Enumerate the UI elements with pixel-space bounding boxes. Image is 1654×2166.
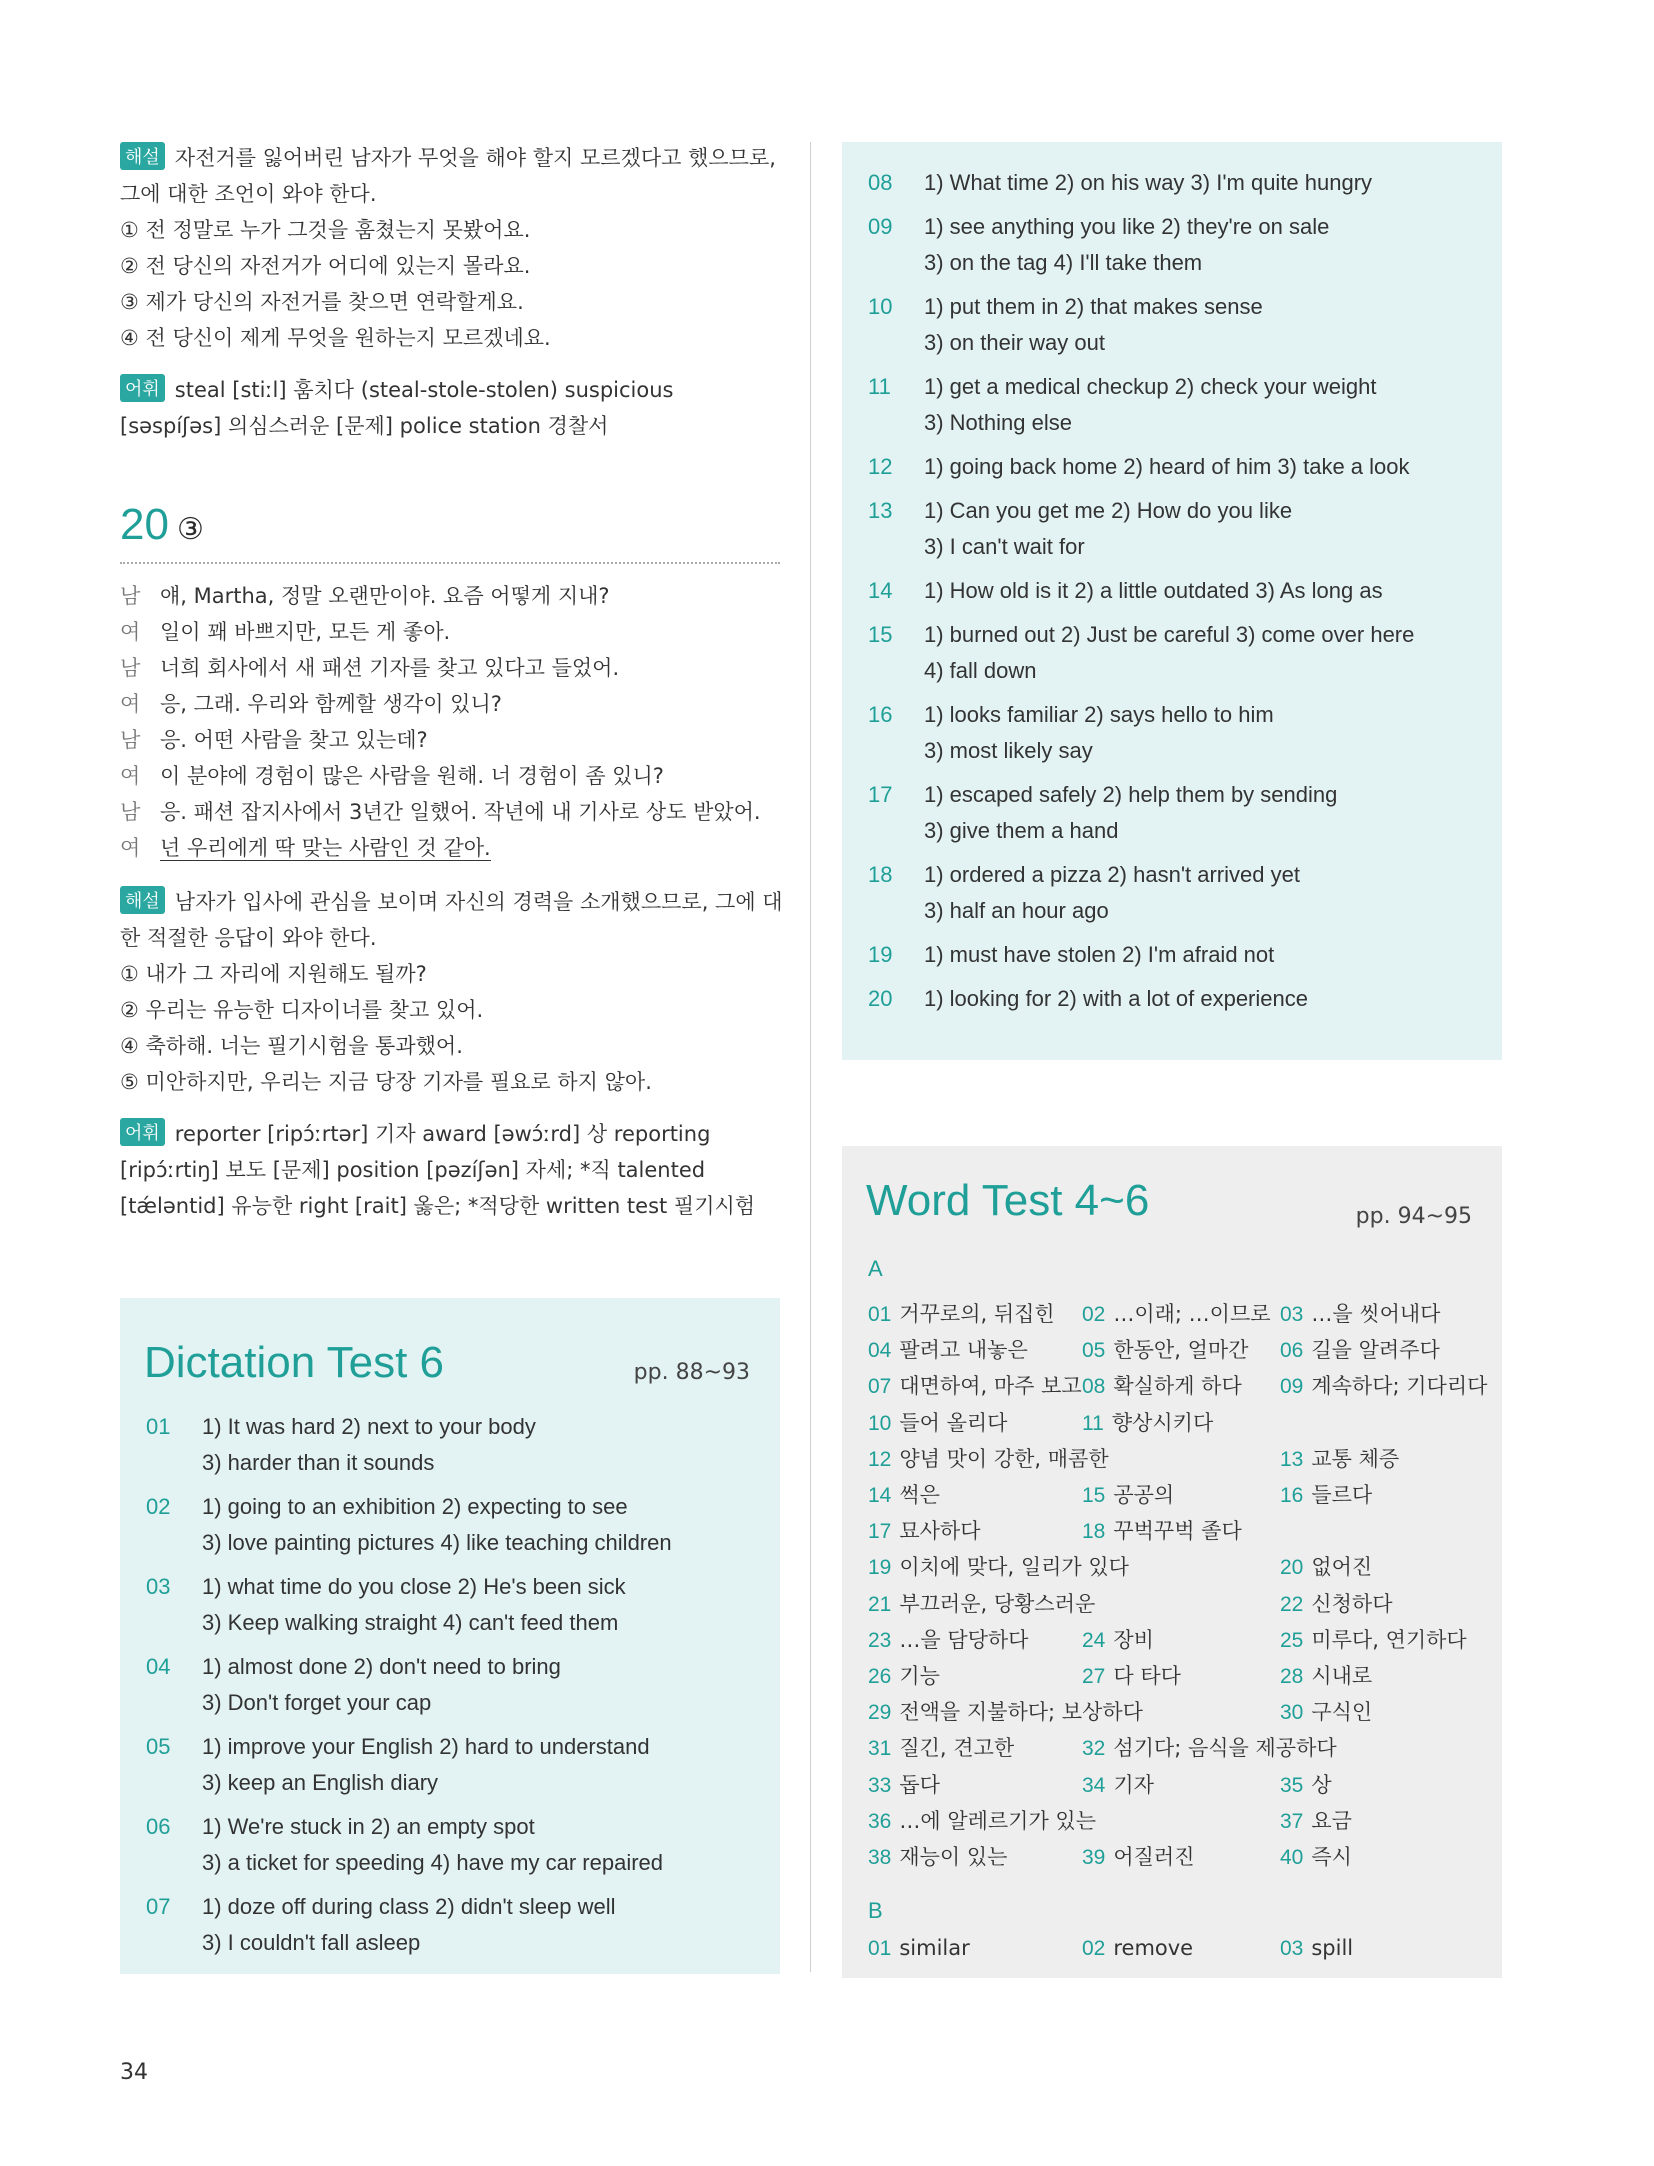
dialogue-text: 얘, Martha, 정말 오랜만이야. 요즘 어떻게 지내? [160, 584, 610, 608]
word-test-item [1280, 1551, 1372, 1581]
dialogue-text: 넌 우리에게 딱 맞는 사람인 것 같아. [160, 836, 491, 860]
word-test-item [868, 1936, 970, 1961]
speaker-label: 여 [120, 620, 141, 644]
text-line [120, 374, 780, 404]
word-number: 25 [1280, 1628, 1304, 1652]
word-meaning: 없어진 [1311, 1555, 1373, 1580]
item-number: 18 [868, 862, 893, 887]
word-meaning: 묘사하다 [899, 1519, 981, 1544]
item-text: 1) must have stolen 2) I'm afraid not [924, 942, 1275, 967]
item-text: 3) most likely say [924, 738, 1093, 763]
item-text: 3) on the tag 4) I'll take them [924, 250, 1203, 275]
word-number: 12 [868, 1447, 892, 1471]
item-number: 10 [868, 294, 893, 319]
word-test-item [868, 1696, 1143, 1726]
page-number: 34 [120, 2060, 148, 2085]
word-test-item [1280, 1660, 1372, 1690]
item-text: 1) see anything you like 2) they're on sale [924, 214, 1330, 239]
item-text: 3) harder than it sounds [202, 1450, 435, 1475]
item-text: 3) I can't wait for [924, 534, 1085, 559]
word-number: 27 [1082, 1665, 1106, 1688]
word-number: 03 [1280, 1937, 1304, 1960]
word-number: 17 [868, 1520, 892, 1544]
speaker-label: 여 [120, 764, 141, 788]
word-meaning: 들어 올리다 [899, 1410, 1008, 1435]
text-line [120, 1066, 780, 1096]
text-line [120, 142, 780, 172]
word-meaning: 구식인 [1311, 1700, 1373, 1725]
item-text: 1) ordered a pizza 2) hasn't arrived yet [924, 862, 1300, 887]
word-test-item [1280, 1624, 1467, 1654]
line-text: 자전거를 잃어버린 남자가 무엇을 해야 할지 모르겠다고 했으므로, [174, 146, 776, 170]
word-test-item [1280, 1696, 1372, 1726]
line-text: reporter [ripɔ́ːrtər] 기자 award [əwɔ́ːrd] 상 reporting [174, 1122, 711, 1146]
line-text: ② 전 당신의 자전거가 어디에 있는지 몰라요. [120, 254, 531, 278]
dialogue-text: 너희 회사에서 새 패션 기자를 찾고 있다고 들었어. [160, 656, 620, 680]
section-tag: 어휘 [120, 1118, 165, 1146]
word-number: 24 [1082, 1628, 1106, 1652]
item-number: 06 [146, 1814, 171, 1839]
word-test-item [868, 1515, 981, 1545]
word-meaning: 어질러진 [1113, 1845, 1195, 1869]
word-test-item [1082, 1334, 1248, 1364]
item-number: 04 [146, 1654, 171, 1679]
item-text: 3) Nothing else [924, 410, 1072, 435]
item-text: 3) I couldn't fall asleep [202, 1930, 421, 1955]
word-meaning: 미루다, 연기하다 [1311, 1627, 1467, 1652]
item-text: 1) Can you get me 2) How do you like [924, 498, 1293, 523]
word-meaning: 들르다 [1311, 1483, 1373, 1507]
word-test-item [1280, 1805, 1352, 1835]
word-test-item [868, 1407, 1007, 1437]
word-number: 32 [1082, 1737, 1106, 1761]
item-text: 1) what time do you close 2) He's been sick [202, 1574, 626, 1599]
speaker-label: 남 [120, 800, 141, 824]
word-number: 26 [868, 1665, 892, 1688]
text-line [120, 178, 780, 208]
word-number: 05 [1082, 1339, 1106, 1363]
word-number: 16 [1280, 1484, 1304, 1507]
word-number: 20 [1280, 1556, 1304, 1580]
speaker-label: 남 [120, 584, 141, 608]
word-number: 14 [868, 1484, 892, 1507]
word-meaning: 계속하다; 기다리다 [1311, 1374, 1488, 1399]
word-number: 37 [1280, 1809, 1304, 1833]
word-meaning: remove [1113, 1936, 1194, 1960]
text-line [120, 322, 780, 352]
word-number: 02 [1082, 1937, 1106, 1960]
dialogue-line [120, 652, 780, 682]
word-number: 13 [1280, 1447, 1304, 1471]
dialogue-text: 응. 어떤 사람을 찾고 있는데? [160, 728, 428, 752]
word-meaning: 한동안, 얼마간 [1113, 1338, 1249, 1363]
word-test-item [868, 1769, 940, 1799]
item-text: 4) fall down [924, 658, 1037, 683]
word-meaning: 다 타다 [1113, 1664, 1181, 1688]
word-number: 29 [868, 1701, 892, 1725]
item-number: 03 [146, 1574, 171, 1599]
word-number: 18 [1082, 1520, 1106, 1544]
word-test-item [1082, 1769, 1154, 1799]
text-line [120, 214, 780, 244]
section-tag: 해설 [120, 142, 165, 170]
line-text: ⑤ 미안하지만, 우리는 지금 당장 기자를 필요로 하지 않아. [120, 1070, 652, 1094]
word-test-item [1082, 1660, 1181, 1690]
word-meaning: 즉시 [1311, 1845, 1352, 1869]
column-divider [810, 142, 811, 1972]
item-text: 1) going back home 2) heard of him 3) take a look [924, 454, 1410, 479]
item-number: 15 [868, 622, 893, 647]
question-number: 20 [120, 500, 169, 549]
item-number: 05 [146, 1734, 171, 1759]
word-test-section-b: B [868, 1898, 883, 1923]
word-test-item [868, 1588, 1095, 1618]
item-text: 1) doze off during class 2) didn't sleep well [202, 1894, 616, 1919]
word-test-pages: pp. 94~95 [1355, 1204, 1472, 1229]
word-test-item [1280, 1769, 1332, 1799]
item-text: 1) escaped safely 2) help them by sending [924, 782, 1338, 807]
word-test-item [1280, 1936, 1353, 1961]
text-line [120, 994, 780, 1024]
word-number: 23 [868, 1628, 892, 1652]
word-number: 36 [868, 1809, 892, 1833]
line-text: ④ 축하해. 너는 필기시험을 통과했어. [120, 1034, 463, 1058]
text-line [120, 250, 780, 280]
word-test-item [868, 1479, 940, 1509]
item-number: 17 [868, 782, 893, 807]
word-number: 33 [868, 1773, 892, 1797]
word-meaning: 썩은 [899, 1483, 940, 1507]
word-meaning: 재능이 있는 [899, 1845, 1008, 1869]
word-test-item [868, 1551, 1129, 1581]
question-answer: ③ [176, 513, 204, 546]
word-meaning: 확실하게 하다 [1113, 1374, 1242, 1399]
dialogue-line [120, 760, 780, 790]
word-test-item [1082, 1370, 1242, 1400]
item-text: 1) going to an exhibition 2) expecting to see [202, 1494, 628, 1519]
item-text: 3) Don't forget your cap [202, 1690, 432, 1715]
item-number: 07 [146, 1894, 171, 1919]
word-test-item [1280, 1479, 1372, 1509]
word-test-item [1082, 1407, 1213, 1437]
word-test-item [1082, 1624, 1154, 1654]
item-number: 02 [146, 1494, 171, 1519]
line-text: [tǽləntid] 유능한 right [rait] 옳은; *적당한 written test 필기시험 [120, 1194, 756, 1218]
item-text: 1) looks familiar 2) says hello to him [924, 702, 1274, 727]
word-meaning: 향상시키다 [1111, 1410, 1214, 1435]
word-number: 09 [1280, 1375, 1304, 1399]
item-text: 1) burned out 2) Just be careful 3) come over here [924, 622, 1415, 647]
word-number: 11 [1082, 1411, 1104, 1435]
dialogue-text: 응. 패션 잡지사에서 3년간 일했어. 작년에 내 기사로 상도 받았어. [160, 800, 761, 824]
word-meaning: 꾸벅꾸벅 졸다 [1113, 1519, 1242, 1544]
word-test-section-a: A [868, 1256, 883, 1281]
word-test-item [1082, 1479, 1174, 1509]
word-test-item [1082, 1515, 1242, 1545]
item-text: 1) What time 2) on his way 3) I'm quite hungry [924, 170, 1373, 195]
text-line [120, 886, 783, 916]
word-meaning: 신청하다 [1311, 1591, 1393, 1616]
dictation-test-pages: pp. 88~93 [633, 1360, 750, 1385]
dictation-test-title: Dictation Test 6 [144, 1338, 445, 1387]
dialogue-text: 응, 그래. 우리와 함께할 생각이 있니? [160, 692, 502, 716]
item-text: 3) Keep walking straight 4) can't feed them [202, 1610, 619, 1635]
word-meaning: 대면하여, 마주 보고 [899, 1374, 1082, 1399]
word-test-item [1280, 1588, 1393, 1618]
text-line [120, 958, 780, 988]
word-test-item [1280, 1298, 1440, 1328]
dotted-divider [120, 562, 780, 564]
word-meaning: …이래; …이므로 [1113, 1302, 1271, 1326]
item-number: 20 [868, 986, 893, 1011]
line-text: [ripɔ́ːrtiŋ] 보도 [문제] position [pəzíʃən] 자세; *직 talented [120, 1158, 706, 1182]
word-number: 03 [1280, 1303, 1304, 1326]
line-text: ② 우리는 유능한 디자이너를 찾고 있어. [120, 998, 484, 1022]
word-test-item [868, 1334, 1028, 1364]
item-number: 11 [868, 374, 891, 399]
word-number: 30 [1280, 1701, 1304, 1725]
item-number: 13 [868, 498, 893, 523]
word-number: 31 [868, 1737, 892, 1761]
word-meaning: 길을 알려주다 [1311, 1338, 1440, 1363]
item-text: 1) almost done 2) don't need to bring [202, 1654, 561, 1679]
line-text: ③ 제가 당신의 자전거를 찾으면 연락할게요. [120, 290, 524, 314]
word-number: 39 [1082, 1846, 1106, 1869]
text-line [120, 1190, 780, 1220]
word-meaning: 전액을 지불하다; 보상하다 [899, 1700, 1143, 1725]
word-number: 22 [1280, 1592, 1304, 1616]
item-text: 1) It was hard 2) next to your body [202, 1414, 536, 1439]
item-text: 1) get a medical checkup 2) check your weight [924, 374, 1377, 399]
word-test-box [842, 1146, 1502, 1978]
word-meaning: similar [899, 1936, 970, 1960]
word-number: 08 [1082, 1375, 1106, 1399]
item-text: 1) put them in 2) that makes sense [924, 294, 1263, 319]
word-meaning: 팔려고 내놓은 [899, 1338, 1028, 1363]
word-test-item [868, 1443, 1109, 1473]
item-text: 3) on their way out [924, 330, 1105, 355]
text-line [120, 1030, 780, 1060]
item-text: 3) keep an English diary [202, 1770, 439, 1795]
dialogue-line [120, 616, 780, 646]
word-meaning: …에 알레르기가 있는 [899, 1808, 1096, 1833]
word-meaning: 섬기다; 음식을 제공하다 [1113, 1736, 1337, 1761]
word-test-item [868, 1841, 1007, 1871]
word-test-item [868, 1298, 1055, 1328]
word-test-item [1280, 1334, 1440, 1364]
word-meaning: 기능 [899, 1664, 940, 1688]
word-number: 01 [868, 1303, 892, 1326]
line-text: 한 적절한 응답이 와야 한다. [120, 926, 377, 950]
word-test-item [1280, 1443, 1399, 1473]
text-line [120, 922, 780, 952]
word-number: 02 [1082, 1303, 1106, 1326]
item-text: 1) looking for 2) with a lot of experience [924, 986, 1308, 1011]
word-meaning: 양념 맛이 강한, 매콤한 [899, 1446, 1109, 1471]
dialogue-text: 이 분야에 경험이 많은 사람을 원해. 너 경험이 좀 있니? [160, 764, 664, 788]
word-meaning: 돕다 [899, 1772, 940, 1797]
item-number: 19 [868, 942, 893, 967]
item-number: 12 [868, 454, 893, 479]
text-line [120, 286, 780, 316]
word-test-item [868, 1805, 1096, 1835]
word-meaning: 이치에 맞다, 일리가 있다 [899, 1555, 1129, 1580]
line-text: ① 전 정말로 누가 그것을 훔쳤는지 못봤어요. [120, 218, 531, 242]
speaker-label: 여 [120, 692, 141, 716]
text-line [120, 1118, 780, 1148]
item-text: 1) improve your English 2) hard to understand [202, 1734, 650, 1759]
speaker-label: 남 [120, 656, 141, 680]
word-test-item [1082, 1298, 1271, 1328]
word-number: 35 [1280, 1773, 1304, 1797]
item-number: 16 [868, 702, 893, 727]
line-text: 남자가 입사에 관심을 보이며 자신의 경력을 소개했으므로, 그에 대 [174, 890, 783, 914]
dialogue-line [120, 832, 780, 862]
word-test-item [868, 1370, 1082, 1400]
word-number: 38 [868, 1846, 892, 1869]
item-text: 3) love painting pictures 4) like teaching children [202, 1530, 672, 1555]
word-test-item [1082, 1936, 1193, 1961]
word-test-item [1082, 1732, 1337, 1762]
word-number: 19 [868, 1556, 892, 1580]
word-number: 28 [1280, 1665, 1304, 1688]
dictation-test-box [120, 1298, 780, 1974]
word-meaning: 요금 [1311, 1808, 1352, 1833]
word-test-item [1280, 1370, 1487, 1400]
word-number: 21 [868, 1592, 892, 1616]
word-test-item [868, 1624, 1028, 1654]
item-text: 3) give them a hand [924, 818, 1119, 843]
line-text: 그에 대한 조언이 와야 한다. [120, 182, 377, 206]
word-meaning: 공공의 [1113, 1483, 1175, 1507]
word-meaning: 시내로 [1311, 1664, 1373, 1688]
word-test-title: Word Test 4~6 [866, 1176, 1150, 1225]
item-text: 1) How old is it 2) a little outdated 3) As long as [924, 578, 1383, 603]
word-number: 04 [868, 1339, 892, 1363]
word-test-item [868, 1732, 1014, 1762]
line-text: steal [stiːl] 훔치다 (steal-stole-stolen) suspicious [174, 378, 674, 402]
text-line [120, 1154, 780, 1184]
speaker-label: 여 [120, 836, 141, 860]
word-meaning: spill [1311, 1936, 1354, 1960]
dialogue-line [120, 796, 780, 826]
word-number: 40 [1280, 1846, 1304, 1869]
word-meaning: 거꾸로의, 뒤집힌 [899, 1302, 1055, 1326]
line-text: [səspíʃəs] 의심스러운 [문제] police station 경찰서 [120, 414, 609, 438]
dialogue-text: 일이 꽤 바쁘지만, 모든 게 좋아. [160, 620, 451, 644]
word-test-item [868, 1660, 940, 1690]
word-meaning: 상 [1311, 1772, 1332, 1797]
dictation-test-continued-box [842, 142, 1502, 1060]
line-text: ① 내가 그 자리에 지원해도 될까? [120, 962, 427, 986]
item-number: 09 [868, 214, 893, 239]
word-test-item [1280, 1841, 1352, 1871]
word-number: 07 [868, 1375, 892, 1399]
word-meaning: 기자 [1113, 1772, 1154, 1797]
word-meaning: 부끄러운, 당황스러운 [899, 1591, 1096, 1616]
word-meaning: 장비 [1113, 1627, 1154, 1652]
word-meaning: …을 담당하다 [899, 1627, 1029, 1652]
section-tag: 어휘 [120, 374, 165, 402]
question-20-heading [120, 500, 204, 550]
word-number: 10 [868, 1411, 892, 1435]
word-meaning: 교통 체증 [1311, 1446, 1400, 1471]
item-text: 1) We're stuck in 2) an empty spot [202, 1814, 535, 1839]
word-meaning: 질긴, 견고한 [899, 1736, 1015, 1761]
text-line [120, 410, 780, 440]
dialogue-line [120, 724, 780, 754]
item-number: 01 [146, 1414, 171, 1439]
dialogue-line [120, 580, 780, 610]
item-text: 3) half an hour ago [924, 898, 1109, 923]
item-number: 14 [868, 578, 893, 603]
section-tag: 해설 [120, 886, 165, 914]
item-text: 3) a ticket for speeding 4) have my car repaired [202, 1850, 664, 1875]
item-number: 08 [868, 170, 893, 195]
word-number: 01 [868, 1937, 892, 1960]
word-meaning: …을 씻어내다 [1311, 1302, 1441, 1326]
dialogue-line [120, 688, 780, 718]
word-number: 06 [1280, 1339, 1304, 1363]
word-test-item [1082, 1841, 1195, 1871]
word-number: 34 [1082, 1773, 1106, 1797]
line-text: ④ 전 당신이 제게 무엇을 원하는지 모르겠네요. [120, 326, 551, 350]
speaker-label: 남 [120, 728, 141, 752]
word-number: 15 [1082, 1484, 1106, 1507]
